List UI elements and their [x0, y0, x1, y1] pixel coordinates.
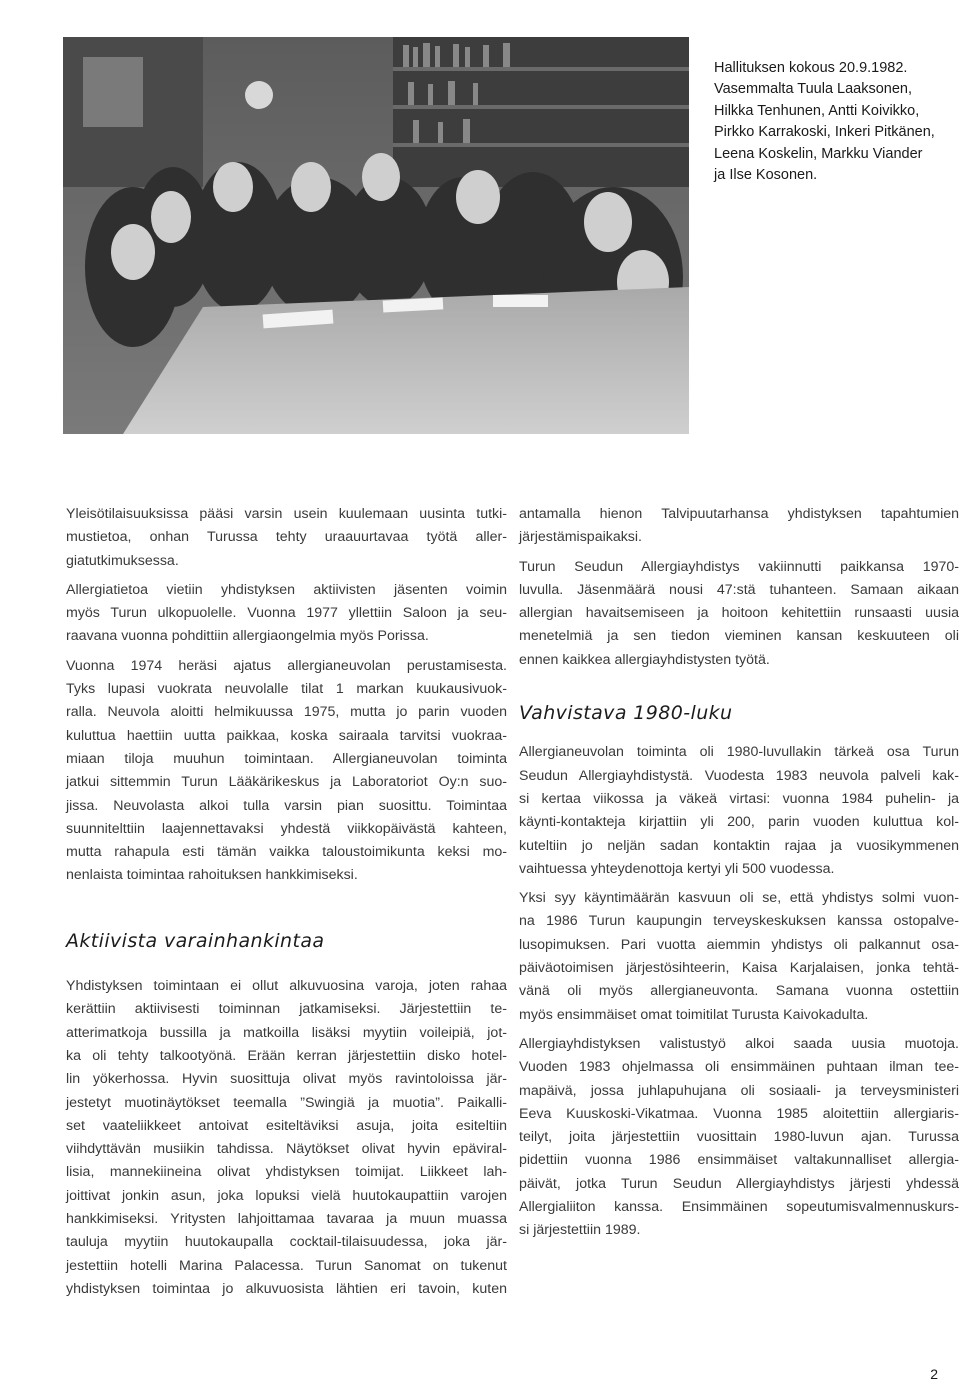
- paragraph: [519, 1033, 959, 1243]
- caption-line: Vasemmalta Tuula Laaksonen,: [714, 81, 913, 98]
- text-line: lisia, mannekiineina olivat yhdistyksen toimijat. Liikkeet lah-: [66, 1164, 507, 1181]
- text-line: allergian havaitsemiseen ja hoitoon kehitettiin runsaasti uusia: [519, 605, 959, 622]
- text-line: Vuonna 1974 heräsi ajatus allergianeuvolan perustamisesta.: [66, 657, 507, 674]
- text-line: järjestämispaikaksi.: [519, 529, 642, 546]
- text-line: raavana vuonna pohdittiin allergiaongelmia myös Porissa.: [66, 628, 429, 645]
- text-line: päiväotoimisen järjestösihteerin, Kaisa Karjalaisen, jonka tehtä-: [519, 960, 959, 977]
- text-line: giatutkimuksessa.: [66, 552, 179, 569]
- text-line: Allergialiiton kanssa. Ensimmäinen sopeutumisvalmennuskurs-: [519, 1199, 959, 1216]
- paragraph: [519, 556, 959, 672]
- photo-illustration: [63, 37, 689, 434]
- caption-line: Leena Koskelin, Markku Viander: [714, 145, 923, 162]
- paragraph: [519, 503, 959, 550]
- text-line: Yleisötilaisuuksissa pääsi varsin usein kuulemaan uusinta tutki-: [66, 506, 507, 522]
- text-line: Allergiatietoa vietiin yhdistyksen aktiivisten jäsenten voimin: [66, 581, 507, 598]
- text-line: Allergianeuvolan toiminta oli 1980-luvullakin tärkeä osa Turun: [519, 744, 959, 761]
- text-line: Seudun Allergiayhdistystä. Vuodesta 1983 neuvola palveli kak-: [519, 767, 959, 784]
- text-line: kuteltiin jo neljän sadan kontaktin rajaa ja vuosikymmenen: [519, 837, 959, 854]
- left-column: [66, 503, 507, 1301]
- text-line: ralla. Neuvola aloitti helmikuussa 1975, mutta jo parin vuoden: [66, 704, 507, 721]
- paragraph: [66, 975, 507, 1301]
- text-line: jestetyt muotinäytökset teemalla ”Swingiä ja muotia”. Paikalli-: [66, 1094, 507, 1111]
- paragraph: [66, 579, 507, 649]
- text-line: Yksi syy käyntimäärän kasvuun oli se, että yhdistys solmi vuon-: [519, 890, 959, 907]
- text-line: vänä oli myös allergianeuvonta. Samana vuonna ostettiin: [519, 983, 959, 1000]
- text-line: set vaateliikkeet antoivat esiteltäviksi asuja, joita esiteltiin: [66, 1117, 507, 1134]
- section-heading: Aktiivista varainhankintaa: [66, 929, 325, 952]
- text-line: jestettiin hotelli Marina Palacessa. Turun Sanomat on tukenut: [66, 1257, 507, 1274]
- text-line: mutta rahapula esti tämän vaikka taloustoimikunta keksi mo-: [66, 844, 507, 861]
- paragraph: [519, 887, 959, 1027]
- caption-line: Pirkko Karrakoski, Inkeri Pitkänen,: [714, 124, 935, 141]
- text-line: miaan tiloja muuhun toimintaan. Allergianeuvolan toiminta: [66, 750, 507, 767]
- page-number: 2: [930, 1366, 938, 1382]
- text-line: pidettiin vuonna 1986 ensimmäiset valtakunnalliset allergia-: [519, 1152, 959, 1169]
- text-line: mapäivä, jossa juhlapuhujana oli sosiaali- ja terveysministeri: [519, 1082, 959, 1099]
- text-line: mustietoa, onhan Turussa tehty uraauurtavaa työtä aller-: [66, 529, 507, 546]
- text-line: Yhdistyksen toimintaan ei ollut alkuvuosina varoja, joten rahaa: [66, 978, 507, 995]
- text-line: menetelmiä ja sen tiedon vieminen kansan keskuuteen oli: [519, 628, 959, 645]
- text-line: Tyks lupasi vuokrata neuvolalle tilat 1 markan kuukausivuok-: [66, 681, 507, 698]
- caption-line: Hilkka Tenhunen, Antti Koivikko,: [714, 102, 920, 119]
- text-line: kuluttua haettiin uutta paikkaa, koska sairaala tarvitsi vuokraa-: [66, 727, 507, 744]
- text-line: lusopimuksen. Pari vuotta aiemmin yhdistys oli palkannut osa-: [519, 936, 959, 953]
- caption-line: Hallituksen kokous 20.9.1982.: [714, 60, 908, 76]
- paragraph: [519, 741, 959, 881]
- text-line: luvulla. Jäsenmäärä nousi 47:stä tuhanteen. Samaan aikaan: [519, 581, 959, 598]
- text-line: kerättiin aktiivisesti toiminnan jatkamiseksi. Järjestettiin te-: [66, 1001, 507, 1018]
- text-line: joittivat jonkin asun, joka lopuksi vielä huutokaupattiin varojen: [66, 1187, 507, 1204]
- text-line: suunnitelttiin laajennettavaksi yhdestä viikkopäivästä kahteen,: [66, 820, 507, 837]
- text-line: lin yökerhossa. Hyvin suosittuja olivat myös ravintoloissa jär-: [66, 1071, 507, 1088]
- text-line: teilyt, joita järjestettiin vuosittain 1980-luvun ajan. Turussa: [519, 1129, 959, 1146]
- text-line: Turun Seudun Allergiayhdistys vakiinnutti paikkansa 1970-: [519, 558, 959, 575]
- text-line: päivät, jotka Turun Seudun Allergiayhdistys järjesti yhdessä: [519, 1175, 959, 1192]
- text-line: si kertaa viikossa ja väkeä virtasi: vuonna 1984 puhelin- ja: [519, 790, 959, 807]
- text-line: ennen kaikkea allergiayhdistysten työtä.: [519, 651, 770, 668]
- right-column: [519, 503, 959, 1243]
- caption-line: ja Ilse Kosonen.: [714, 167, 818, 184]
- section-heading: Vahvistava 1980-luku: [519, 702, 733, 725]
- text-line: Eeva Kuuskoski-Vikatmaa. Vuonna 1985 aloitettiin allergiaris-: [519, 1105, 959, 1122]
- paragraph: [66, 655, 507, 888]
- text-line: myös Turun ulkopuolelle. Vuonna 1977 yllettiin Saloon ja seu-: [66, 605, 507, 622]
- text-line: atterimatkoja bussilla ja matkoilla lisäksi myytiin voileipiä, jot-: [66, 1024, 507, 1041]
- photo-caption: [714, 58, 954, 186]
- text-line: tauluja myytiin huutokaupalla cocktail-tilaisuudessa, joka jär-: [66, 1234, 507, 1251]
- text-line: yhdistyksen toimintaa jo alkuvuosista lähtien eri tavoin, kuten: [66, 1280, 507, 1297]
- text-line: Allergiayhdistyksen valistustyö alkoi saada uusia muotoja.: [519, 1035, 959, 1052]
- text-line: si järjestettiin 1989.: [519, 1222, 641, 1239]
- text-line: Vuoden 1983 ohjelmassa oli ensimmäinen puhtaan ilman tee-: [519, 1059, 959, 1076]
- text-line: ka oli tehty talkootyönä. Erään kerran järjestettiin disko hotel-: [66, 1047, 507, 1064]
- text-line: jatkui sittemmin Turun Lääkärikeskus ja Laboratoriot Oy:n suo-: [66, 774, 507, 791]
- text-line: nenlaista toimintaa rahoituksen hankkimiseksi.: [66, 867, 358, 884]
- text-line: vaihtuessa yhteydenottoja kertyi yli 500 vuodessa.: [519, 860, 835, 877]
- text-line: antamalla hienon Talvipuutarhansa yhdistyksen tapahtumien: [519, 506, 959, 522]
- text-line: na 1986 Turun kaupungin terveyskeskuksen kanssa ostopalve-: [519, 913, 959, 930]
- board-meeting-photo: [63, 37, 689, 434]
- text-line: myös ensimmäiset omat toimitilat Turusta Kaivokadulta.: [519, 1006, 869, 1023]
- text-line: viihdyttävän musiikin tahdissa. Näytökset olivat hyvin epäviral-: [66, 1141, 507, 1158]
- paragraph: [66, 503, 507, 573]
- text-line: käynti-kontakteja kirjattiin yli 200, parin vuoden kuluttua kol-: [519, 814, 959, 831]
- text-line: hankkimiseksi. Yritysten lahjoittamaa tavaraa ja muun muassa: [66, 1211, 507, 1228]
- text-line: jissa. Neuvolasta alkoi tulla varsin pian suosittu. Toimintaa: [66, 797, 507, 814]
